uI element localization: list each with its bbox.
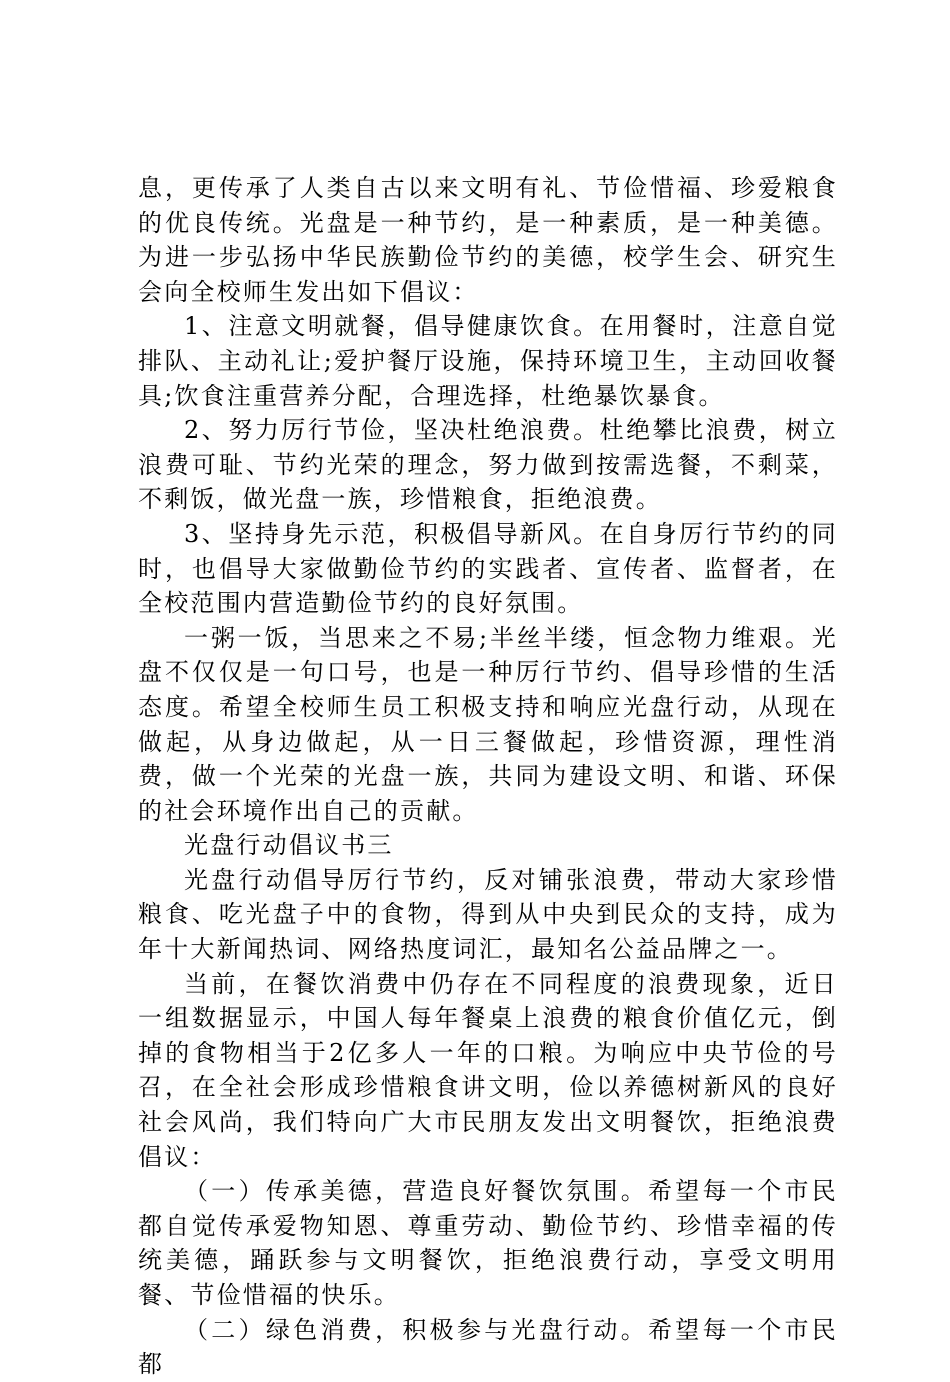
paragraph-section3-context: 当前，在餐饮消费中仍存在不同程度的浪费现象，近日一组数据显示，中国人每年餐桌上浪费的粮食价值亿元，倒掉的食物相当于2亿多人一年的口粮。为响应中央节俭的号召，在全社会形成珍惜粮食讲文明，俭以养德树新风的良好社会风尚，我们特向广大市民朋友发出文明餐饮，拒绝浪费倡议： [138,969,838,1171]
paragraph-item-1: （一）传承美德，营造良好餐饮氛围。希望每一个市民都自觉传承爱物知恩、尊重劳动、勤俭节约、珍惜幸福的传统美德，踊跃参与文明餐饮，拒绝浪费行动，享受文明用餐、节俭惜福的快乐。 [138,1177,838,1309]
paragraph-item-2: （二）绿色消费，积极参与光盘行动。希望每一个市民都 [138,1315,838,1379]
paragraph-proposal-3: 3、坚持身先示范，积极倡导新风。在自身厉行节约的同时，也倡导大家做勤俭节约的实践者、宣传者、监督者，在全校范围内营造勤俭节约的良好氛围。 [138,519,838,618]
paragraph-proposal-1: 1、注意文明就餐，倡导健康饮食。在用餐时，注意自觉排队、主动礼让;爱护餐厅设施，保持环境卫生，主动回收餐具;饮食注重营养分配，合理选择，杜绝暴饮暴食。 [138,312,838,410]
paragraph-intro-continuation: 息，更传承了人类自古以来文明有礼、节俭惜福、珍爱粮食的优良传统。光盘是一种节约，是一种素质，是一种美德。为进一步弘扬中华民族勤俭节约的美德，校学生会、研究生会向全校师生发出如下倡议： [138,174,838,306]
paragraph-section3-intro: 光盘行动倡导厉行节约，反对铺张浪费，带动大家珍惜粮食、吃光盘子中的食物，得到从中央到民众的支持，成为年十大新闻热词、网络热度词汇，最知名公益品牌之一。 [138,865,838,964]
paragraph-proposal-2: 2、努力厉行节俭，坚决杜绝浪费。杜绝攀比浪费，树立浪费可耻、节约光荣的理念，努力做到按需选餐，不剩菜，不剩饭，做光盘一族，珍惜粮食，拒绝浪费。 [138,416,838,514]
section-heading: 光盘行动倡议书三 [184,831,394,860]
paragraph-closing: 一粥一饭，当思来之不易;半丝半缕，恒念物力维艰。光盘不仅仅是一句口号，也是一种厉行节约、倡导珍惜的生活态度。希望全校师生员工积极支持和响应光盘行动，从现在做起，从身边做起，从一日三餐做起，珍惜资源，理性消费，做一个光荣的光盘一族，共同为建设文明、和谐、环保的社会环境作出自己的贡献。 [138,623,838,825]
document-body [138,171,838,1382]
